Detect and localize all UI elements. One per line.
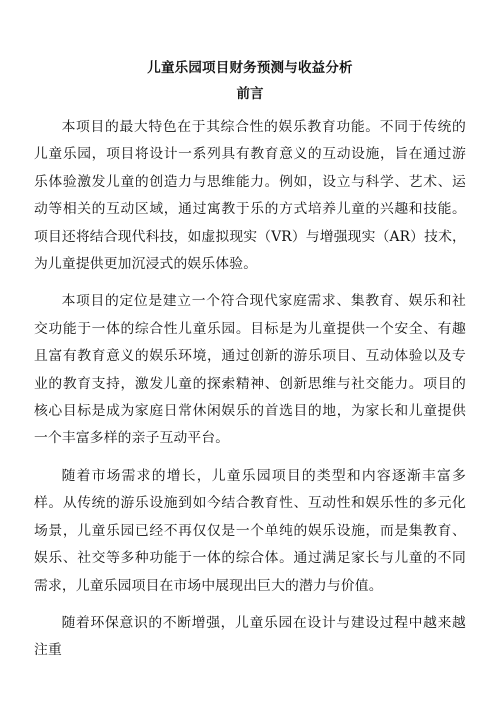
paragraph: 随着环保意识的不断增强，儿童乐园在设计与建设过程中越来越注重 [34, 614, 466, 659]
paragraph: 随着市场需求的增长，儿童乐园项目的类型和内容逐渐丰富多样。从传统的游乐设施到如今结合教育性、互动性和娱乐性的多元化场景，儿童乐园已经不再仅仅是一个单纯的娱乐设施，而是集教育、娱乐、社交等多种功能于一体的综合体。通过满足家长与儿童的不同需求，儿童乐园项目在市场中展现出巨大的潜力与价值。 [34, 467, 466, 594]
section-heading: 前言 [236, 86, 264, 102]
paragraph: 本项目的定位是建立一个符合现代家庭需求、集教育、娱乐和社交功能于一体的综合性儿童乐园。目标是为儿童提供一个安全、有趣且富有教育意义的娱乐环境，通过创新的游乐项目、互动体验以及专业的教育支持，激发儿童的探索精神、创新思维与社交能力。项目的核心目标是成为家庭日常休闲娱乐的首选目的地，为家长和儿童提供一个丰富多样的亲子互动平台。 [34, 293, 466, 447]
document-title: 儿童乐园项目财务预测与收益分析 [147, 60, 353, 76]
document-body [34, 114, 466, 675]
paragraph: 本项目的最大特色在于其综合性的娱乐教育功能。不同于传统的儿童乐园，项目将设计一系列具有教育意义的互动设施，旨在通过游乐体验激发儿童的创造力与思维能力。例如，设立与科学、艺术、运动等相关的互动区域，通过寓教于乐的方式培养儿童的兴趣和技能。项目还将结合现代科技，如虚拟现实（VR）与增强现实（AR）技术，为儿童提供更加沉浸式的娱乐体验。 [34, 119, 466, 273]
